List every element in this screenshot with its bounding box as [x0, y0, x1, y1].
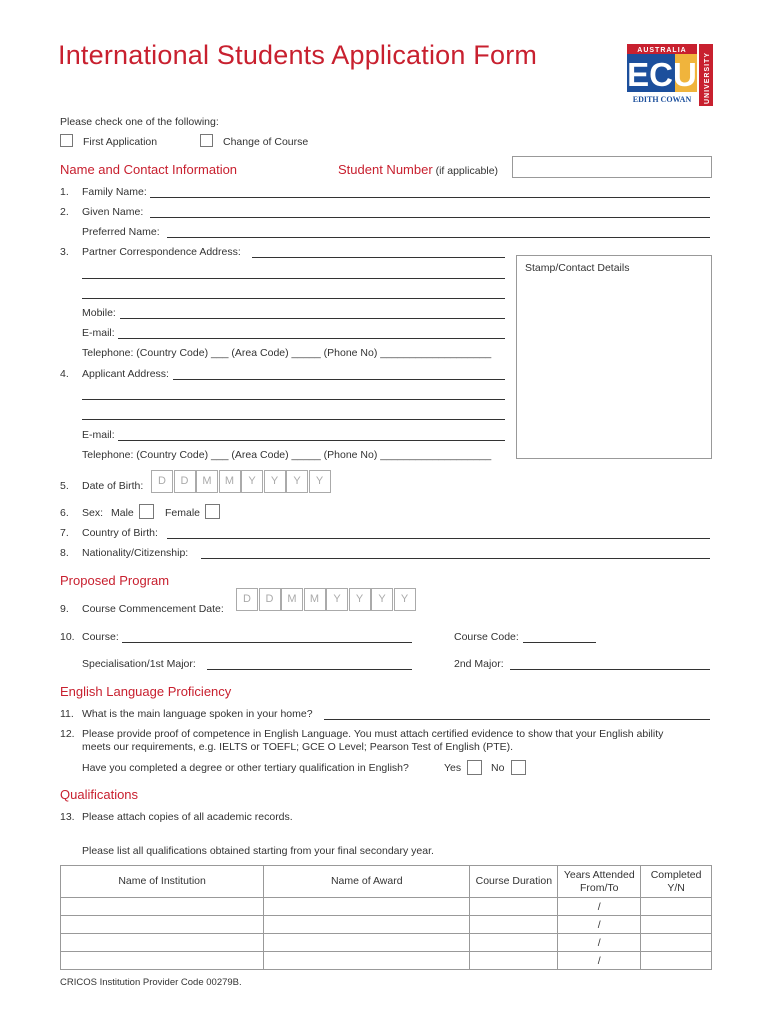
commence-cell[interactable]: D [259, 588, 281, 611]
course-code-label: Course Code: [454, 631, 519, 643]
preferred-name-field[interactable] [167, 237, 710, 238]
dob-cell[interactable]: Y [241, 470, 263, 493]
logo-main-text: ECU [627, 56, 697, 93]
table-header: Course Duration [470, 866, 558, 898]
dob-cell[interactable]: Y [309, 470, 331, 493]
partner-address-line[interactable] [82, 278, 505, 279]
email2-label: E-mail: [82, 429, 115, 441]
dob-cell[interactable]: Y [264, 470, 286, 493]
telephone2-line[interactable]: Telephone: (Country Code) ___ (Area Code) _____ (Phone No) ___________________ [82, 449, 492, 461]
commence-cell[interactable]: Y [394, 588, 416, 611]
item-number: 2. [60, 206, 69, 218]
mobile-label: Mobile: [82, 307, 116, 319]
table-header: Name of Award [264, 866, 470, 898]
table-header: Years Attended From/To [558, 866, 641, 898]
intro-text: Please check one of the following: [60, 116, 219, 128]
qualifications-table [60, 865, 712, 970]
commence-cell[interactable]: M [281, 588, 303, 611]
table-row [61, 898, 712, 916]
table-cell[interactable] [641, 898, 712, 916]
female-checkbox[interactable] [205, 504, 220, 519]
logo-bottom-text: EDITH COWAN [632, 95, 692, 104]
student-number-title: Student Number [338, 162, 433, 177]
applicant-address-line[interactable] [82, 399, 505, 400]
item-number: 6. [60, 507, 69, 519]
course-field[interactable] [122, 642, 412, 643]
specialisation-label: Specialisation/1st Major: [82, 658, 196, 670]
item-number: 4. [60, 368, 69, 380]
dob-cell[interactable]: Y [286, 470, 308, 493]
commence-cell[interactable]: Y [371, 588, 393, 611]
table-cell[interactable]: / [558, 952, 641, 970]
male-checkbox[interactable] [139, 504, 154, 519]
commence-cell[interactable]: Y [349, 588, 371, 611]
table-cell[interactable] [61, 898, 264, 916]
table-cell[interactable]: / [558, 934, 641, 952]
first-application-checkbox[interactable] [60, 134, 73, 147]
dob-cell[interactable]: D [151, 470, 173, 493]
yes-label: Yes [444, 762, 462, 774]
page-title: International Students Application Form [58, 40, 538, 70]
table-row [61, 916, 712, 934]
dob-cell[interactable]: M [219, 470, 241, 493]
second-major-field[interactable] [510, 669, 710, 670]
second-major-label: 2nd Major: [454, 658, 504, 670]
course-label: Course: [82, 631, 119, 643]
stamp-box [516, 255, 712, 459]
table-cell[interactable] [264, 898, 470, 916]
change-of-course-checkbox[interactable] [200, 134, 213, 147]
table-row [61, 952, 712, 970]
list-qualifications-text: Please list all qualifications obtained starting from your final secondary year. [82, 845, 434, 857]
given-name-field[interactable] [150, 217, 710, 218]
applicant-address-line[interactable] [82, 419, 505, 420]
family-name-field[interactable] [150, 197, 710, 198]
table-row [61, 934, 712, 952]
specialisation-field[interactable] [207, 669, 412, 670]
english-proof-text-1: Please provide proof of competence in English Language. You must attach certified evidence to show that your English ability [82, 728, 664, 740]
logo-top-text: AUSTRALIA [637, 47, 687, 54]
item-number: 5. [60, 480, 69, 492]
table-cell[interactable] [470, 916, 558, 934]
email-label: E-mail: [82, 327, 115, 339]
main-language-label: What is the main language spoken in your home? [82, 708, 313, 720]
preferred-name-label: Preferred Name: [82, 226, 160, 238]
mobile-field[interactable] [120, 318, 505, 319]
student-number-field[interactable] [512, 156, 712, 178]
commence-cell[interactable]: D [236, 588, 258, 611]
male-label: Male [111, 507, 134, 519]
yes-checkbox[interactable] [467, 760, 482, 775]
item-number: 11. [60, 708, 74, 720]
nationality-field[interactable] [201, 558, 710, 559]
dob-label: Date of Birth: [82, 480, 144, 492]
course-code-field[interactable] [523, 642, 596, 643]
table-cell[interactable] [264, 952, 470, 970]
item-number: 13. [60, 811, 75, 823]
table-cell[interactable] [641, 934, 712, 952]
degree-question: Have you completed a degree or other tertiary qualification in English? [82, 762, 409, 774]
commence-cell[interactable]: Y [326, 588, 348, 611]
dob-cell[interactable]: D [174, 470, 196, 493]
student-number-note: (if applicable) [435, 165, 499, 177]
student-number-label [338, 162, 498, 177]
table-cell[interactable] [61, 952, 264, 970]
country-birth-field[interactable] [167, 538, 710, 539]
change-of-course-label: Change of Course [223, 136, 309, 148]
table-header: Completed Y/N [641, 866, 712, 898]
partner-address-line[interactable] [82, 298, 505, 299]
telephone-line[interactable]: Telephone: (Country Code) ___ (Area Code) _____ (Phone No) ___________________ [82, 347, 492, 359]
section-proposed: Proposed Program [60, 573, 170, 588]
table-cell[interactable] [61, 934, 264, 952]
item-number: 12. [60, 728, 75, 740]
section-name-contact: Name and Contact Information [60, 162, 238, 177]
table-cell[interactable]: / [558, 898, 641, 916]
table-cell[interactable] [264, 934, 470, 952]
item-number: 7. [60, 527, 69, 539]
table-cell[interactable] [61, 916, 264, 934]
table-cell[interactable] [264, 916, 470, 934]
item-number: 8. [60, 547, 69, 559]
section-qualifications: Qualifications [60, 787, 139, 802]
english-proof-text-2: meets our requirements, e.g. IELTS or TOEFL; GCE O Level; Pearson Test of English (PTE). [82, 741, 514, 753]
commencement-label: Course Commencement Date: [82, 603, 224, 615]
given-name-label: Given Name: [82, 206, 144, 218]
table-cell[interactable] [470, 952, 558, 970]
item-number: 9. [60, 603, 69, 615]
section-english: English Language Proficiency [60, 684, 232, 699]
first-application-label: First Application [83, 136, 158, 148]
item-number: 1. [60, 186, 69, 198]
table-cell[interactable] [641, 952, 712, 970]
main-language-field[interactable] [324, 719, 710, 720]
country-birth-label: Country of Birth: [82, 527, 158, 539]
ecu-logo [627, 44, 713, 106]
nationality-label: Nationality/Citizenship: [82, 547, 189, 559]
partner-address-field[interactable] [252, 257, 505, 258]
female-label: Female [165, 507, 201, 519]
item-number: 3. [60, 246, 69, 258]
table-cell[interactable] [470, 934, 558, 952]
cricos-footer: CRICOS Institution Provider Code 00279B. [60, 977, 242, 988]
commence-cell[interactable]: M [304, 588, 326, 611]
family-name-label: Family Name: [82, 186, 147, 198]
applicant-address-field[interactable] [173, 379, 505, 380]
sex-label: Sex: [82, 507, 104, 519]
table-cell[interactable] [641, 916, 712, 934]
applicant-address-label: Applicant Address: [82, 368, 169, 380]
ecu-logo-graphic [627, 44, 713, 106]
table-cell[interactable]: / [558, 916, 641, 934]
table-header: Name of Institution [61, 866, 264, 898]
no-label: No [491, 762, 505, 774]
attach-records-text: Please attach copies of all academic records. [82, 811, 293, 823]
item-number: 10. [60, 631, 75, 643]
table-cell[interactable] [470, 898, 558, 916]
dob-cell[interactable]: M [196, 470, 218, 493]
email-field[interactable] [118, 338, 505, 339]
partner-address-label: Partner Correspondence Address: [82, 246, 241, 258]
stamp-label: Stamp/Contact Details [525, 262, 630, 274]
email2-field[interactable] [118, 440, 505, 441]
no-checkbox[interactable] [511, 760, 526, 775]
logo-side-text: UNIVERSITY [704, 51, 711, 104]
